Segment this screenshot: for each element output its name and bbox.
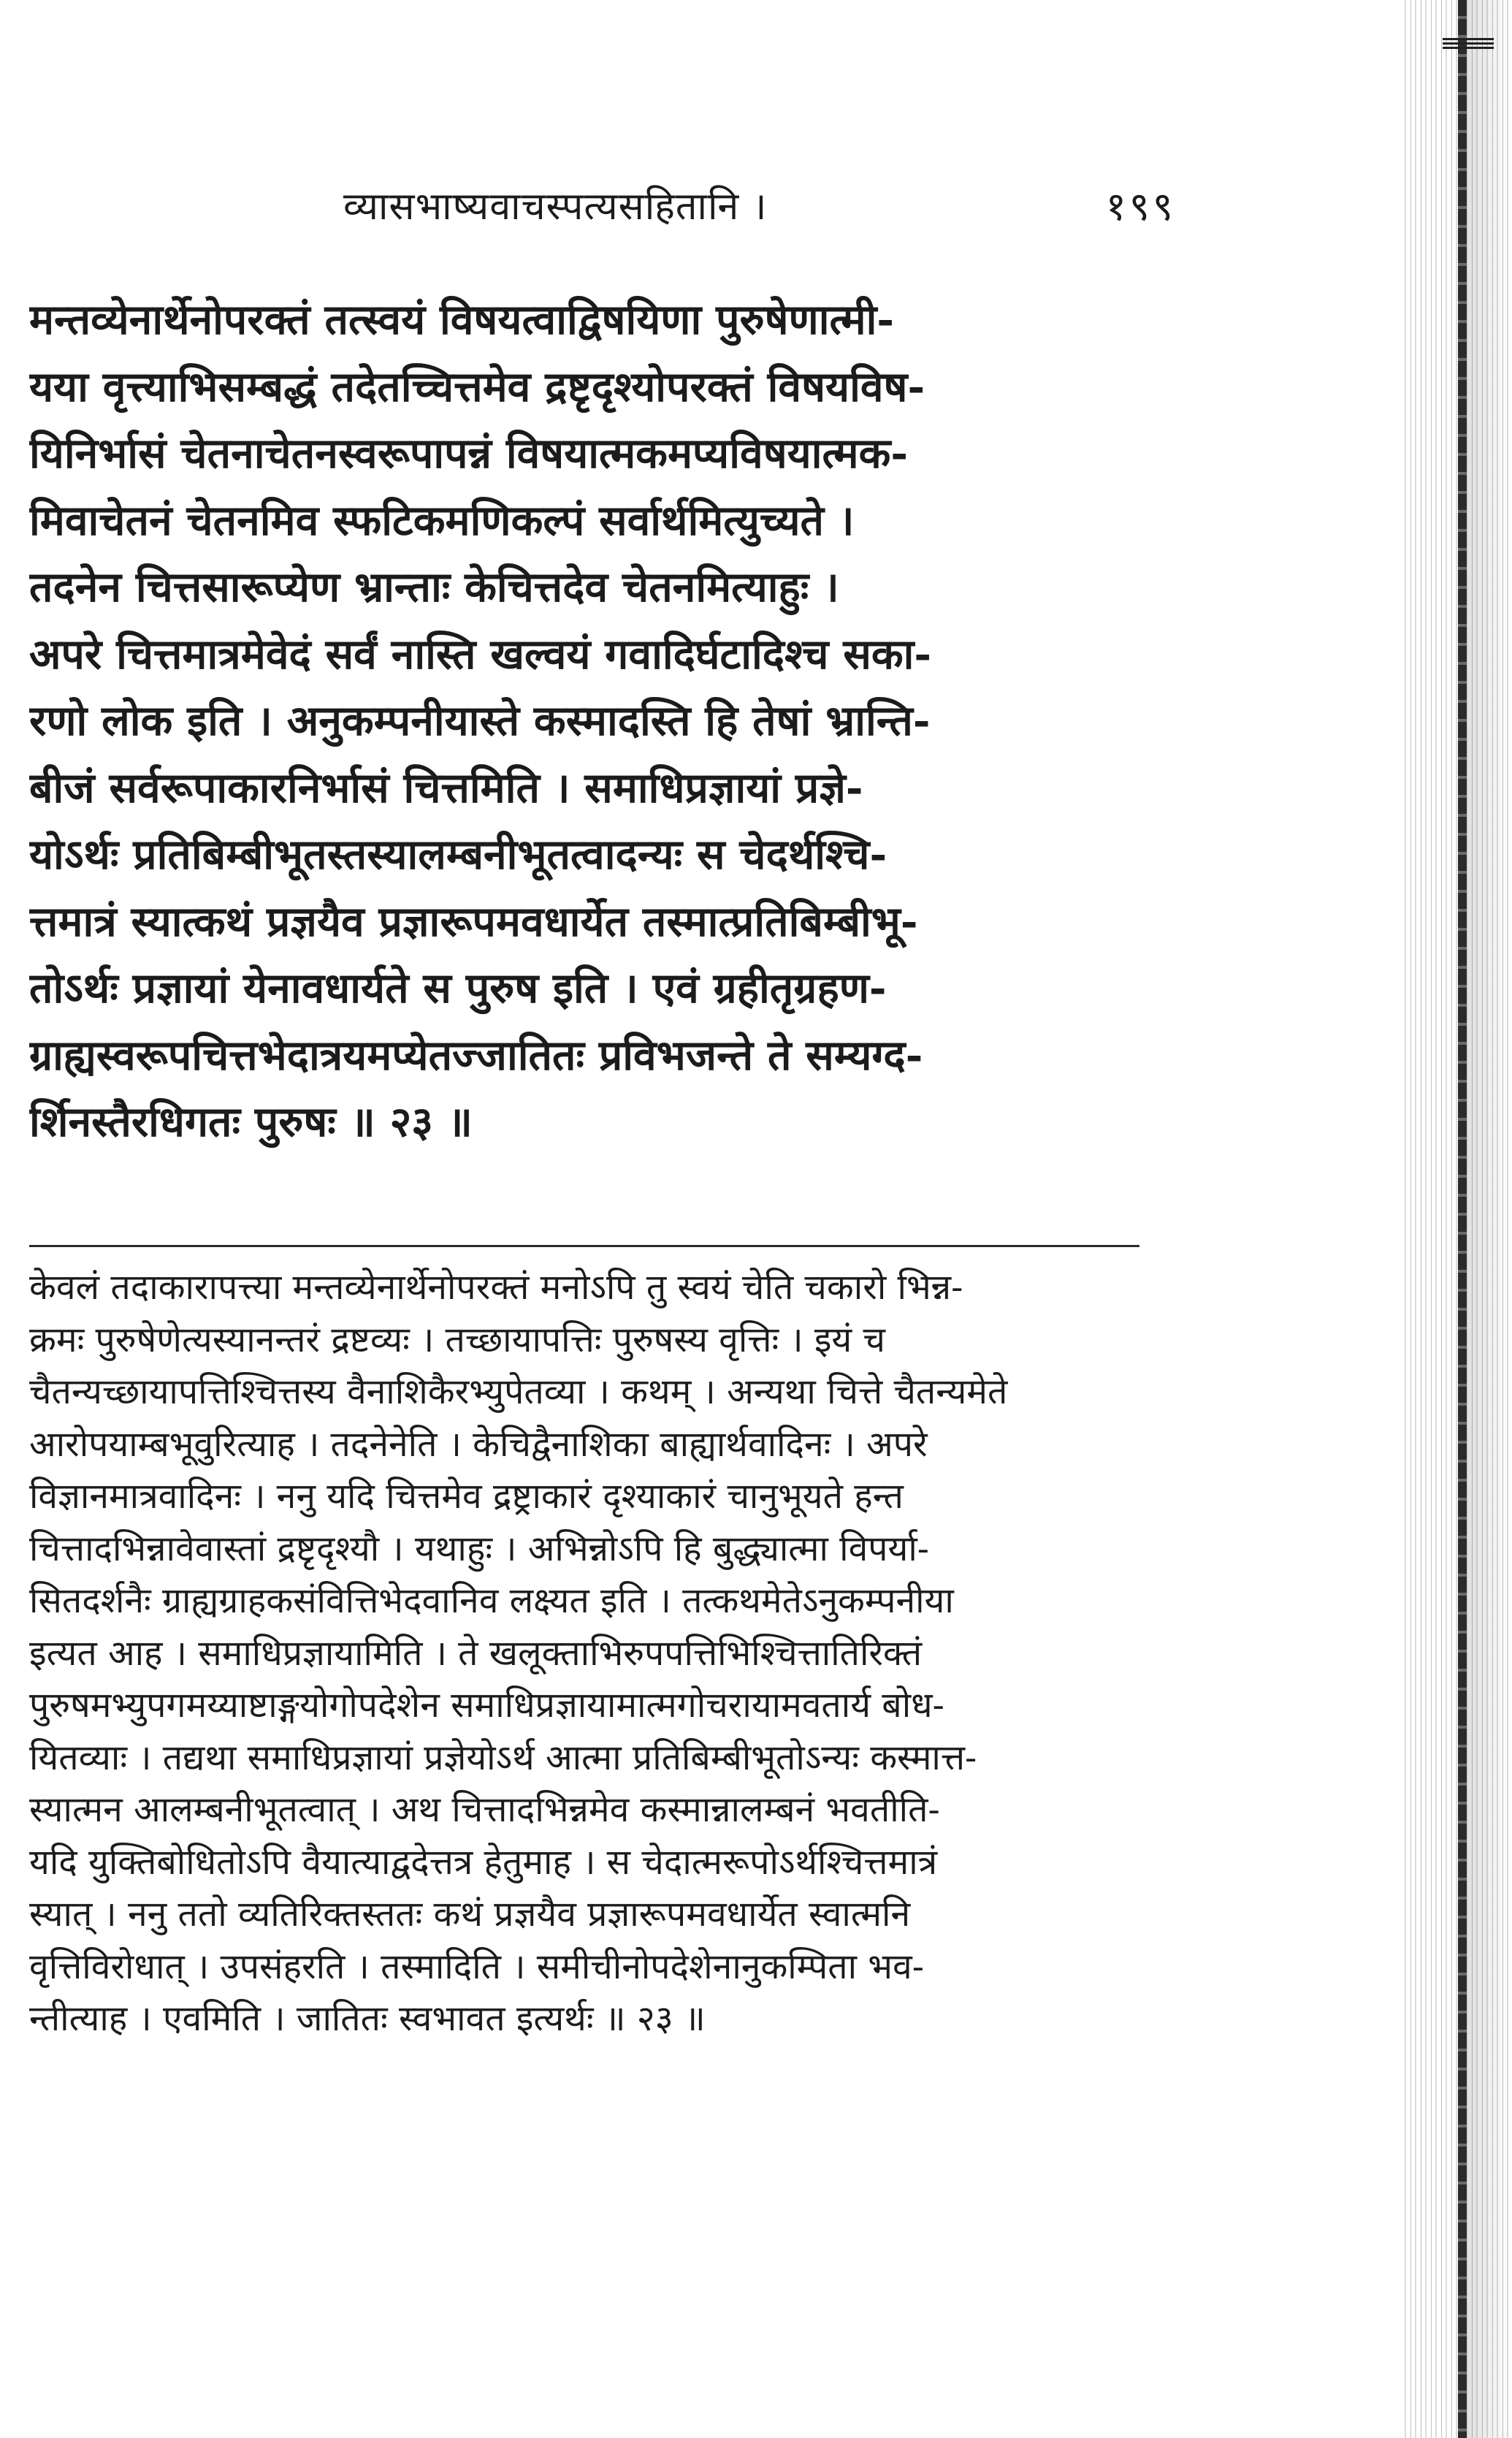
page-number: १९९ xyxy=(1105,183,1176,229)
commentary-line: स्यात् । ननु ततो व्यतिरिक्तस्ततः कथं प्रज्ञयैव प्रज्ञारूपमवधार्येत स्वात्मनि xyxy=(29,1894,911,1935)
commentary-line: यितव्याः । तद्यथा समाधिप्रज्ञायां प्रज्ञेयोऽर्थ आत्मा प्रतिबिम्बीभूतोऽन्यः कस्मात्त- xyxy=(29,1737,977,1778)
bhashya-line: र्शिनस्तैरधिगतः पुरुषः ॥ २३ ॥ xyxy=(29,1097,473,1146)
commentary-line: आरोपयाम्बभूवुरित्याह । तदनेनेति । केचिद्वैनाशिका बाह्यार्थवादिनः । अपरे xyxy=(29,1423,928,1465)
commentary-line: वृत्तिविरोधात् । उपसंहरति । तस्मादिति । समीचीनोपदेशेनानुकम्पिता भव- xyxy=(29,1946,924,1987)
commentary-line: केवलं तदाकारापत्त्या मन्तव्येनार्थेनोपरक्तं मनोऽपि तु स्वयं चेति चकारो भिन्न- xyxy=(29,1267,963,1308)
scan-binding-bar xyxy=(1458,0,1467,2438)
bhashya-line: त्तमात्रं स्यात्कथं प्रज्ञयैव प्रज्ञारूपमवधार्येत तस्मात्प्रतिबिम्बीभू- xyxy=(29,896,918,946)
bhashya-text xyxy=(29,286,1158,1156)
scan-edge-mark xyxy=(1443,38,1494,51)
bhashya-line: अपरे चित्तमात्रमेवेदं सर्वं नास्ति खल्वयं गवादिर्घटादिश्च सका- xyxy=(29,629,932,679)
bhashya-line: बीजं सर्वरूपाकारनिर्भासं चित्तमिति । समाधिप्रज्ञायां प्रज्ञे- xyxy=(29,763,863,812)
bhashya-line: ग्राह्यस्वरूपचित्तभेदात्रयमप्येतज्जातितः प्रविभजन्ते ते सम्यग्द- xyxy=(29,1030,923,1080)
commentary-text xyxy=(29,1262,1158,2046)
commentary-line: इत्यत आह । समाधिप्रज्ञायामिति । ते खलूक्ताभिरुपपत्तिभिश्चित्तातिरिक्तं xyxy=(29,1632,923,1674)
commentary-line: पुरुषमभ्युपगमय्याष्टाङ्गयोगोपदेशेन समाधिप्रज्ञायामात्मगोचरायामवतार्य बोध- xyxy=(29,1685,944,1726)
page-header xyxy=(343,174,1176,240)
scan-edge-shadow xyxy=(1467,0,1512,2438)
bhashya-line: रणो लोक इति । अनुकम्पनीयास्ते कस्मादस्ति हि तेषां भ्रान्ति- xyxy=(29,696,931,745)
commentary-line: क्रमः पुरुषेणेत्यस्यानन्तरं द्रष्टव्यः । तच्छायापत्तिः पुरुषस्य वृत्तिः । इयं च xyxy=(29,1319,886,1360)
bhashya-line: तदनेन चित्तसारूप्येण भ्रान्ताः केचित्तदेव चेतनमित्याहुः । xyxy=(29,563,839,612)
bhashya-line: मिवाचेतनं चेतनमिव स्फटिकमणिकल्पं सर्वार्थमित्युच्यते । xyxy=(29,495,855,545)
bhashya-line: योऽर्थः प्रतिबिम्बीभूतस्तस्यालम्बनीभूतत्वादन्यः स चेदर्थश्चि- xyxy=(29,830,887,879)
bhashya-line: यिनिर्भासं चेतनाचेतनस्वरूपापन्नं विषयात्मकमप्यविषयात्मक- xyxy=(29,429,909,478)
bhashya-line: तोऽर्थः प्रज्ञायां येनावधार्यते स पुरुष इति । एवं ग्रहीतृग्रहण- xyxy=(29,964,887,1013)
commentary-line: स्यात्मन आलम्बनीभूतत्वात् । अथ चित्तादभिन्नमेव कस्मान्नालम्बनं भवतीति- xyxy=(29,1789,940,1830)
commentary-line: सितदर्शनैः ग्राह्यग्राहकसंवित्तिभेदवानिव लक्ष्यत इति । तत्कथमेतेऽनुकम्पनीया xyxy=(29,1580,954,1621)
commentary-line: चित्तादभिन्नावेवास्तां द्रष्टृदृश्यौ । यथाहुः । अभिन्नोऽपि हि बुद्ध्यात्मा विपर्या- xyxy=(29,1528,930,1569)
bhashya-line: यया वृत्त्याभिसम्बद्धं तदेतच्चित्तमेव द्रष्टृदृश्योपरक्तं विषयविष- xyxy=(29,362,925,411)
commentary-line: विज्ञानमात्रवादिनः । ननु यदि चित्तमेव द्रष्ट्राकारं दृश्याकारं चानुभूयते हन्त xyxy=(29,1476,904,1517)
running-title: व्यासभाष्यवाचस्पत्यसहितानि । xyxy=(343,185,768,229)
commentary-line: यदि युक्तिबोधितोऽपि वैयात्याद्वदेत्तत्र हेतुमाह । स चेदात्मरूपोऽर्थश्चित्तमात्रं xyxy=(29,1841,938,1883)
bhashya-line: मन्तव्येनार्थेनोपरक्तं तत्स्वयं विषयत्वाद्विषयिणा पुरुषेणात्मी- xyxy=(29,295,895,344)
section-divider xyxy=(29,1245,1139,1247)
commentary-line: चैतन्यच्छायापत्तिश्चित्तस्य वैनाशिकैरभ्युपेतव्या । कथम् । अन्यथा चित्ते चैतन्यमेते xyxy=(29,1371,1008,1412)
commentary-line: न्तीत्याह । एवमिति । जातितः स्वभावत इत्यर्थः ॥ २३ ॥ xyxy=(29,1998,706,2039)
